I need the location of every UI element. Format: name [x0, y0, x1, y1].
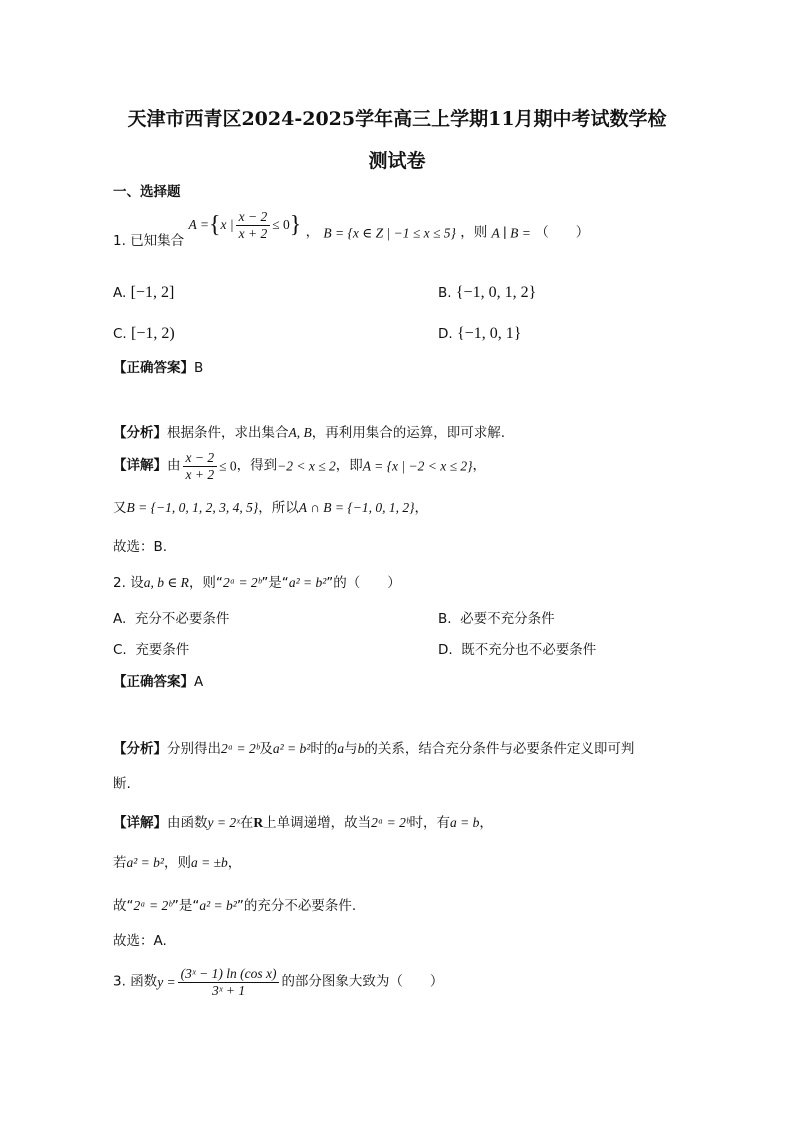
page-title-line2: 测试卷 — [368, 150, 426, 172]
detail-math: R — [253, 815, 264, 830]
option-b — [438, 285, 536, 301]
question-2 — [113, 576, 401, 591]
fraction-denominator: 3ˣ + 1 — [211, 982, 246, 998]
answer-tag: 【正确答案】 — [113, 360, 194, 376]
option-text: {−1, 0, 1, 2} — [455, 284, 537, 301]
question-number: 3. — [113, 973, 126, 990]
question-text: 函数 — [130, 973, 158, 990]
question-text: 已知集合 — [130, 233, 185, 250]
answer-line — [113, 362, 203, 376]
option-label: C. — [113, 326, 127, 342]
question-math: a, b ∈ R — [143, 575, 189, 590]
analysis-text: 与 — [344, 741, 358, 757]
analysis-math: A, B — [288, 425, 312, 440]
question-math: a² = b² — [288, 575, 327, 590]
brace-left: { — [208, 212, 221, 239]
conclusion: 故选：A. — [113, 933, 167, 949]
analysis-math: b — [357, 741, 365, 756]
detail-text: ，则 — [163, 855, 191, 871]
question-number: 2. — [113, 575, 126, 591]
detail-math: a² = b² — [199, 898, 237, 913]
detail-math: a = b — [450, 815, 480, 830]
detail-math: a² = b² — [126, 855, 164, 870]
answer-tag: 【正确答案】 — [113, 674, 194, 690]
set-b: B = {x ∈ Z | −1 ≤ x ≤ 5} — [323, 225, 456, 241]
detail-math: A ∩ B = {−1, 0, 1, 2} — [298, 500, 415, 515]
detail-line — [113, 816, 493, 831]
analysis-math: a² = b² — [272, 741, 311, 756]
question-suffix: ，则 — [460, 224, 488, 241]
function-fraction — [178, 966, 280, 998]
detail-math: y = 2ˣ — [207, 815, 240, 830]
detail-text: 上单调递增，故当 — [263, 815, 372, 831]
detail-math: −2 < x ≤ 2 — [277, 458, 336, 474]
analysis-line — [113, 426, 505, 441]
section-heading: 一、选择题 — [113, 184, 181, 200]
option-text: [−1, 2] — [130, 284, 175, 301]
option-text: {−1, 0, 1} — [456, 325, 522, 342]
question-text: ”是“ — [261, 575, 289, 591]
answer-paren: （ ） — [535, 224, 590, 241]
analysis-tag: 【分析】 — [113, 425, 167, 441]
detail-tag: 【详解】 — [113, 815, 167, 831]
option-label: A. — [113, 611, 127, 627]
answer-value: B — [194, 360, 204, 376]
brace-right: } — [289, 212, 302, 239]
detail-text: 时，有 — [409, 815, 451, 831]
option-text: 必要不充分条件 — [460, 611, 555, 627]
option-b — [438, 613, 555, 627]
detail-line-2 — [113, 501, 428, 516]
detail-text: ， — [414, 500, 429, 516]
analysis-text: 根据条件，求出集合 — [167, 425, 289, 441]
option-text: 充要条件 — [135, 642, 190, 658]
detail-math: A = {x | −2 < x ≤ 2} — [362, 458, 473, 474]
detail-text: ，即 — [335, 457, 363, 474]
analysis-text: 的关系，结合充分条件与必要条件定义即可判 — [364, 741, 635, 757]
option-label: D. — [438, 326, 453, 342]
fraction-numerator: x − 2 — [236, 209, 271, 226]
option-c — [113, 644, 189, 658]
detail-relation: ≤ 0 — [219, 458, 237, 474]
option-d — [438, 644, 596, 658]
set-a-relation: ≤ 0 — [272, 217, 290, 233]
separator: ， — [305, 224, 320, 241]
detail-text: ，得到 — [236, 457, 278, 474]
fraction-denominator: x + 2 — [185, 466, 215, 482]
fraction-numerator: (3ˣ − 1) ln (cos x) — [178, 966, 280, 983]
detail-math: 2ᵃ = 2ᵇ — [371, 815, 410, 830]
analysis-text: 分别得出 — [167, 741, 221, 757]
detail-math: 2ᵃ = 2ᵇ — [133, 898, 172, 913]
analysis-math: 2ᵃ = 2ᵇ — [221, 741, 260, 756]
option-label: D. — [438, 642, 453, 658]
detail-text: 由 — [167, 457, 181, 474]
question-text: ”的（ ） — [326, 575, 401, 591]
answer-line — [113, 676, 203, 690]
set-a-x: x | — [220, 217, 234, 233]
question-text: 的部分图象大致为（ ） — [281, 973, 444, 990]
question-math: y = — [157, 974, 176, 990]
detail-text: 故“ — [113, 898, 134, 914]
answer-value: A — [194, 674, 204, 690]
option-label: B. — [438, 611, 452, 627]
analysis-line-2: 断. — [113, 776, 131, 792]
detail-line — [113, 450, 486, 482]
detail-text: ”是“ — [171, 898, 200, 914]
detail-line-2 — [113, 856, 241, 871]
detail-text: 由函数 — [167, 815, 208, 831]
fraction-denominator: x + 2 — [238, 225, 268, 241]
analysis-text: 时的 — [310, 741, 338, 757]
detail-math: B = {−1, 0, 1, 2, 3, 4, 5} — [126, 500, 259, 515]
question-1 — [113, 209, 590, 250]
analysis-text: 及 — [259, 741, 273, 757]
analysis-text-end: ，再利用集合的运算，即可求解. — [311, 425, 506, 441]
conclusion: 故选：B. — [113, 539, 168, 555]
detail-text: 又 — [113, 500, 127, 516]
option-text: [−1, 2) — [131, 325, 175, 342]
set-a-fraction — [236, 209, 271, 241]
detail-text: ， — [227, 855, 242, 871]
set-a-lhs: A = — [188, 217, 209, 233]
question-text: 设 — [130, 575, 144, 591]
detail-line-3 — [113, 899, 356, 914]
option-a — [113, 613, 229, 627]
option-c — [113, 326, 175, 342]
question-number: 1. — [113, 233, 126, 250]
detail-text: 在 — [239, 815, 254, 831]
fraction-numerator: x − 2 — [183, 450, 218, 467]
question-3 — [113, 966, 443, 998]
page-title: 天津市西青区2024-2025学年高三上学期11月期中考试数学检 — [127, 108, 667, 130]
detail-text: ， — [479, 815, 493, 831]
detail-text: 若 — [113, 855, 127, 871]
analysis-line — [113, 742, 634, 757]
analysis-tag: 【分析】 — [113, 741, 167, 757]
question-math: 2ᵃ = 2ᵇ — [222, 575, 262, 590]
detail-text: ，所以 — [258, 500, 299, 516]
analysis-math: a — [337, 741, 345, 756]
question-ask: A ∣ B = — [491, 225, 531, 241]
question-text: ，则“ — [188, 575, 223, 591]
option-label: B. — [438, 285, 452, 301]
detail-text: ”的充分不必要条件. — [236, 898, 357, 914]
detail-fraction — [183, 450, 218, 482]
detail-text: ， — [472, 457, 487, 474]
option-label: C. — [113, 642, 127, 658]
option-text: 充分不必要条件 — [134, 611, 230, 627]
option-label: A. — [113, 285, 127, 301]
detail-math: a = ±b — [190, 855, 228, 870]
detail-tag: 【详解】 — [113, 457, 167, 474]
option-a — [113, 285, 174, 301]
option-d — [438, 326, 521, 342]
option-text: 既不充分也不必要条件 — [461, 642, 597, 658]
